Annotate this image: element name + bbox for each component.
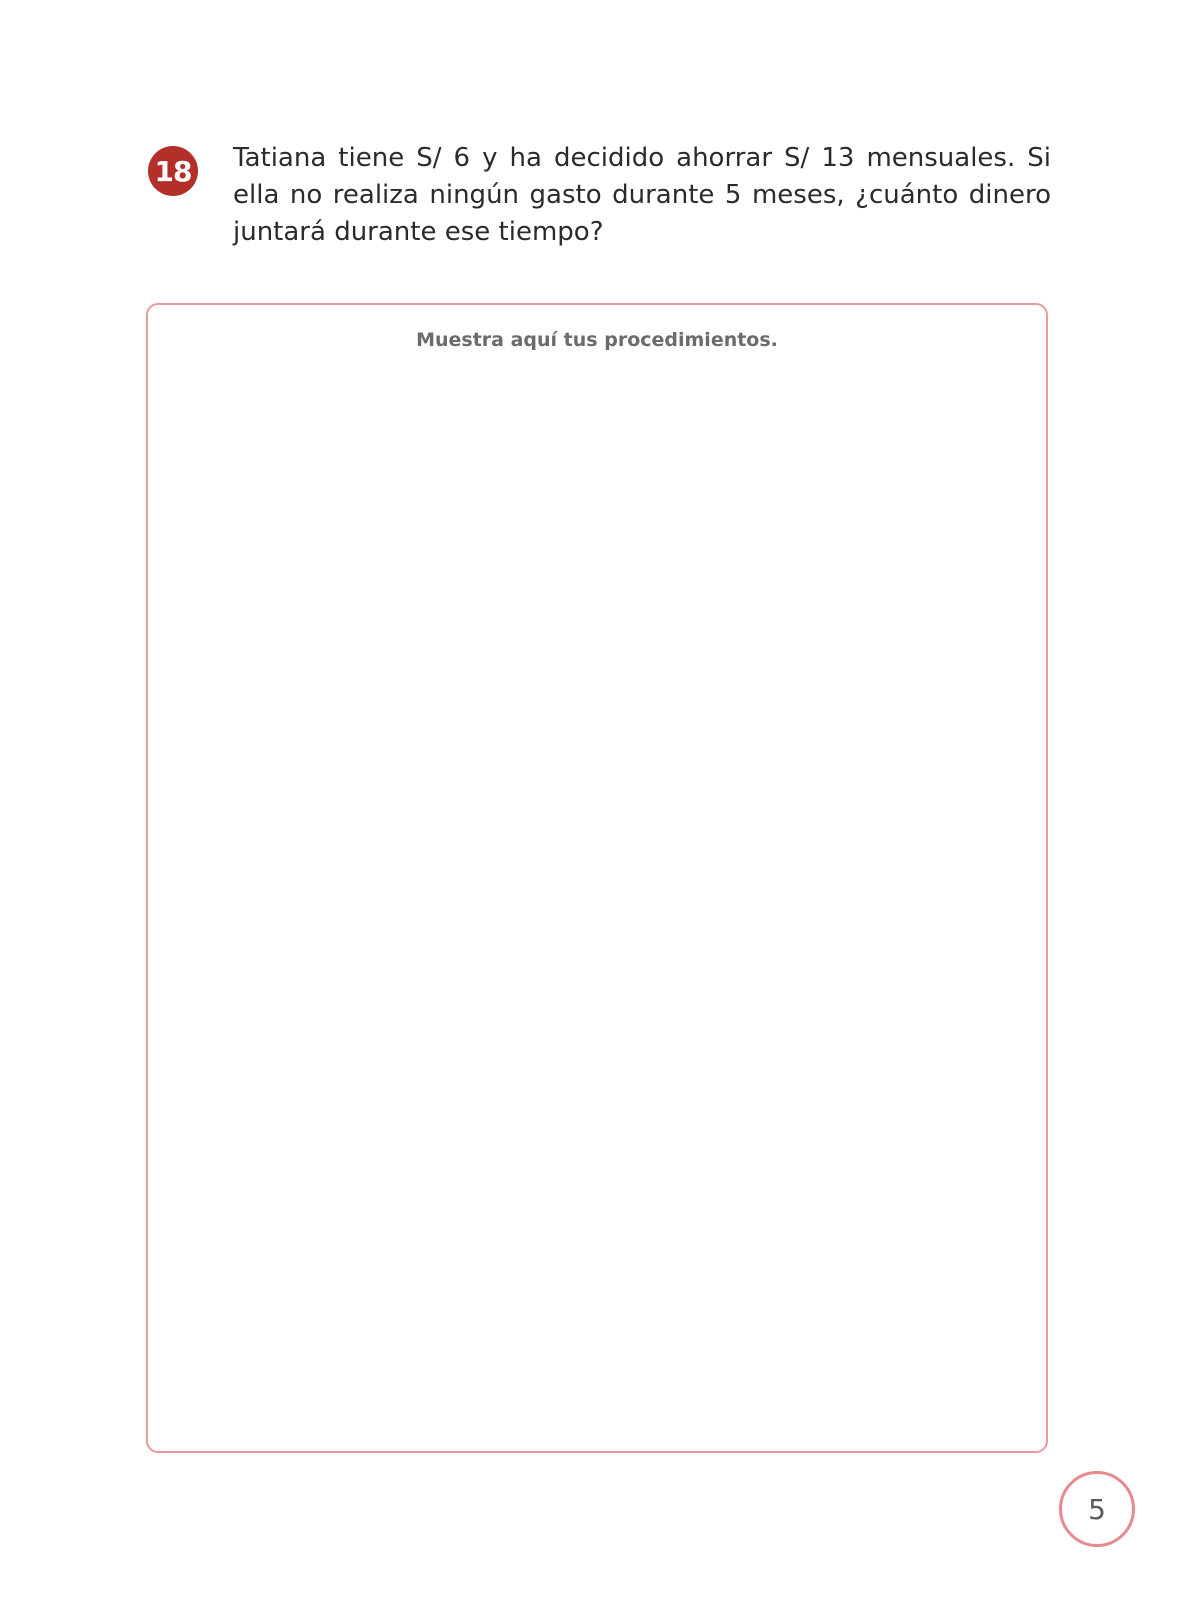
page-number: 5 (1059, 1471, 1135, 1547)
question-number-badge: 18 (148, 146, 198, 196)
question-text: Tatiana tiene S/ 6 y ha decidido ahorrar S/ 13 mensuales. Si ella no realiza ningún gasto durante 5 meses, ¿cuánto dinero juntará durante ese tiempo? (233, 143, 1051, 247)
answer-hint-label: Muestra aquí tus procedimientos. (416, 329, 778, 351)
answer-work-area[interactable] (146, 303, 1048, 1453)
